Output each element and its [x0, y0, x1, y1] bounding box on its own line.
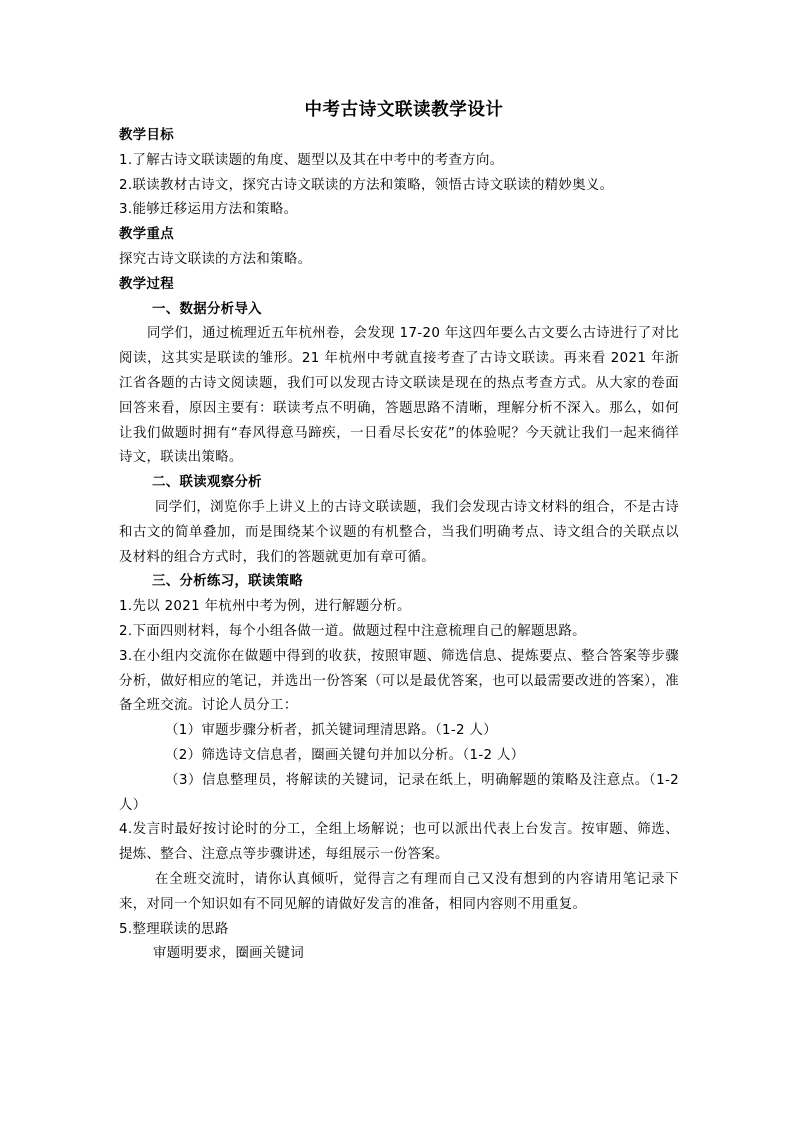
- section1-heading: 一、数据分析导入: [152, 301, 262, 317]
- goal-item-2: 2.联读教材古诗文，探究古诗文联读的方法和策略，领悟古诗文联读的精妙奥义。: [119, 177, 614, 193]
- goal-item-3: 3.能够迁移运用方法和策略。: [119, 202, 298, 218]
- section3-step4-note: 在全班交流时，请你认真倾听，觉得言之有理而自己又没有想到的内容请用笔记录下来，对同一个知识如有不同见解的请做好发言的准备，相同内容则不用重复。: [119, 871, 679, 912]
- section3-heading: 三、分析练习，联读策略: [152, 574, 304, 590]
- process-heading: 教学过程: [119, 276, 174, 292]
- section3-step1: 1.先以 2021 年杭州中考为例，进行解题分析。: [119, 599, 411, 615]
- section3-step3: 3.在小组内交流你在做题中得到的收获，按照审题、筛选信息、提炼要点、整合答案等步骤分析，做好相应的笔记，并选出一份答案（可以是最优答案，也可以最需要改进的答案），准备全班交流。讨论人员分工：: [119, 648, 679, 714]
- role-item-3: （3）信息整理员，将解读的关键词，记录在纸上，明确解题的策略及注意点。（1-2 人）: [119, 772, 679, 813]
- section2-heading: 二、联读观察分析: [152, 475, 262, 491]
- section3-step5-sub: 审题明要求，圈画关键词: [153, 946, 305, 962]
- goals-heading: 教学目标: [119, 128, 174, 143]
- focus-text: 探究古诗文联读的方法和策略。: [119, 251, 312, 267]
- section1-text: 同学们，通过梳理近五年杭州卷，会发现 17-20 年这四年要么古文要么古诗进行了对比阅读，这其实是联读的雏形。21 年杭州中考就直接考查了古诗文联读。再来看 2021 年浙江省各题的古诗文阅读题，我们可以发现古诗文联读是现在的热点考查方式。从大家的卷面回答来看，原因主要有：联读考点不明确，答题思路不清晰，理解分析不深入。那么，如何让我们做题时拥有“春风得意马蹄疾，一日看尽长安花”的体验呢？今天就让我们一起来徜徉诗文，联读出策略。: [119, 326, 679, 466]
- role-item-2: （2）筛选诗文信息者，圈画关键句并加以分析。（1-2 人）: [165, 747, 525, 763]
- goal-item-1: 1.了解古诗文联读题的角度、题型以及其在中考中的考查方向。: [119, 152, 504, 168]
- role-item-1: （1）审题步骤分析者，抓关键词理清思路。（1-2 人）: [165, 723, 497, 739]
- focus-heading: 教学重点: [119, 227, 174, 243]
- section2-text: 同学们，浏览你手上讲义上的古诗文联读题，我们会发现古诗文材料的组合，不是古诗和古文的简单叠加，而是围绕某个议题的有机整合，当我们明确考点、诗文组合的关联点以及材料的组合方式时，我们的答题就更加有章可循。: [119, 499, 679, 565]
- document-title: 中考古诗文联读教学设计: [304, 100, 504, 120]
- section3-step4: 4.发言时最好按讨论时的分工，全组上场解说；也可以派出代表上台发言。按审题、筛选、提炼、整合、注意点等步骤讲述，每组展示一份答案。: [119, 822, 679, 863]
- section3-step2: 2.下面四则材料，每个小组各做一道。做题过程中注意梳理自己的解题思路。: [119, 623, 586, 639]
- document-page: [119, 96, 679, 967]
- section3-step5: 5.整理联读的思路: [119, 921, 229, 937]
